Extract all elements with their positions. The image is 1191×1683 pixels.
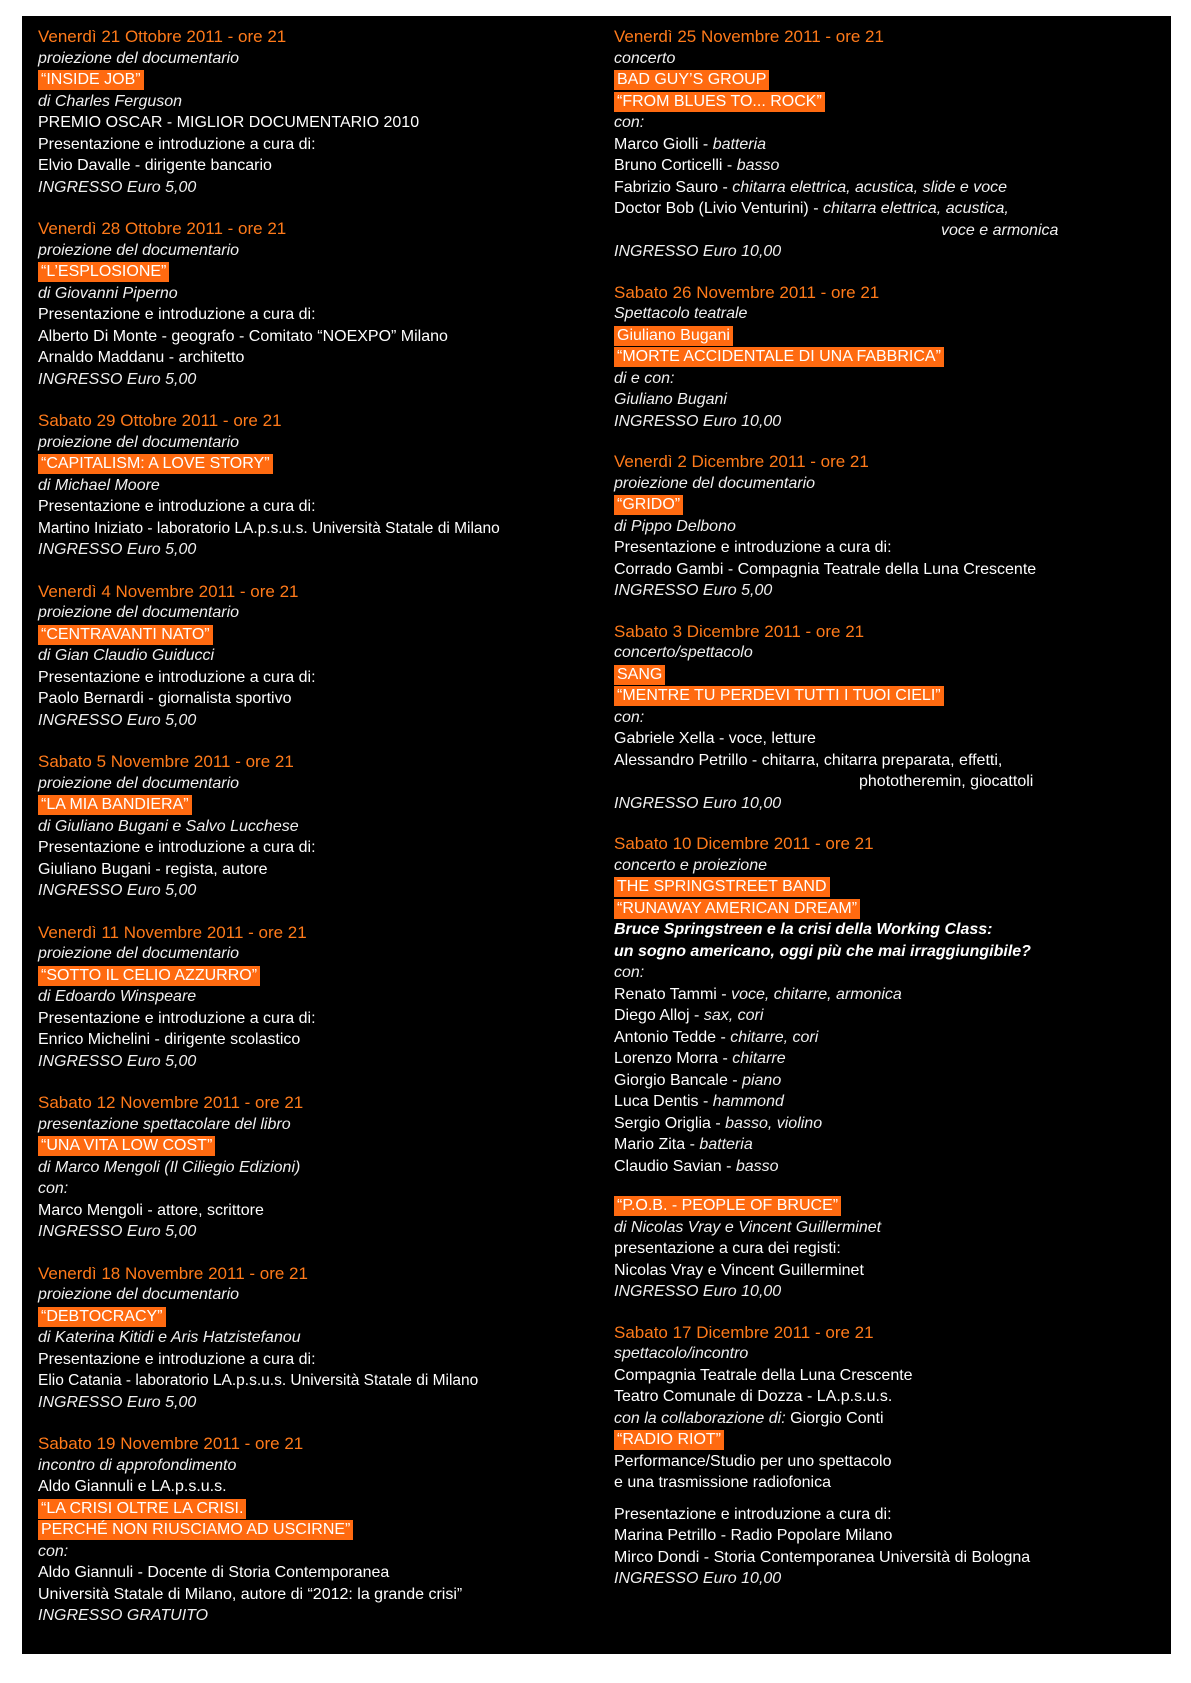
event-author: di Charles Ferguson <box>38 92 183 110</box>
event-con: con: <box>38 1542 69 1560</box>
event-author: di Gian Claudio Guiducci <box>38 647 215 664</box>
member-role: batteria <box>712 135 767 153</box>
member-role: basso, violino <box>725 1114 823 1132</box>
event-line: Presentazione e introduzione a cura di: <box>614 1505 892 1523</box>
event-title-film: “P.O.B. - PEOPLE OF BRUCE” <box>614 1196 841 1216</box>
event-type: proiezione del documentario <box>38 604 240 621</box>
event-title-line-2: “RUNAWAY AMERICAN DREAM” <box>614 899 860 919</box>
collab-name: Giorgio Conti <box>785 1409 884 1427</box>
event-con: con: <box>614 708 645 726</box>
event-line: Performance/Studio per uno spettacolo <box>614 1452 892 1470</box>
event-line: Paolo Bernardi - giornalista sportivo <box>38 690 292 707</box>
event-line: Alberto Di Monte - geografo - Comitato “NOEXPO” Milano <box>38 327 448 345</box>
event-con: con: <box>38 1180 69 1197</box>
member-line <box>614 1048 1159 1070</box>
event-line-continued: phototheremin, giocattoli <box>859 773 1034 790</box>
event-price: INGRESSO Euro 5,00 <box>38 711 197 729</box>
event-title-line-2: “MENTRE TU PERDEVI TUTTI I TUOI CIELI” <box>614 686 944 706</box>
event-price: INGRESSO Euro 5,00 <box>38 1052 197 1070</box>
event-date: Sabato 5 Novembre 2011 - ore 21 <box>38 752 294 771</box>
event-price: INGRESSO Euro 5,00 <box>38 882 197 899</box>
member-name: Marco Giolli - <box>614 135 713 153</box>
event-price: INGRESSO Euro 10,00 <box>614 243 782 260</box>
event-author: di Giuliano Bugani e Salvo Lucchese <box>38 817 299 835</box>
event-date: Venerdì 2 Dicembre 2011 - ore 21 <box>614 452 869 471</box>
event-11-novembre <box>38 922 578 1073</box>
event-price: INGRESSO Euro 10,00 <box>614 412 782 430</box>
event-25-novembre <box>614 26 1159 263</box>
event-title: SANG <box>614 665 665 685</box>
event-4-novembre <box>38 581 578 732</box>
event-line: PREMIO OSCAR - MIGLIOR DOCUMENTARIO 2010 <box>38 114 420 131</box>
event-collaboration <box>614 1408 1159 1430</box>
event-line: Corrado Gambi - Compagnia Teatrale della Luna Crescente <box>614 560 1037 578</box>
event-21-ottobre <box>38 26 578 198</box>
event-author: di Katerina Kitidi e Aris Hatzistefanou <box>38 1329 301 1346</box>
member-line <box>614 1070 1159 1092</box>
member-role: chitarre, cori <box>730 1028 819 1046</box>
event-price: INGRESSO Euro 5,00 <box>38 541 197 558</box>
event-title: BAD GUY’S GROUP <box>614 70 769 90</box>
event-date: Sabato 17 Dicembre 2011 - ore 21 <box>614 1322 874 1342</box>
event-price: INGRESSO Euro 5,00 <box>38 178 197 196</box>
event-subtitle: un sogno americano, oggi più che mai irraggiungibile? <box>614 942 1031 960</box>
event-10-dicembre <box>614 833 1159 1303</box>
member-name: Luca Dentis - <box>614 1093 713 1110</box>
collab-label: con la collaborazione di: <box>614 1409 786 1427</box>
member-line <box>614 1027 1159 1049</box>
event-title-line-2: “FROM BLUES TO... ROCK” <box>614 92 825 112</box>
event-title-line-2: PERCHÉ NON RIUSCIAMO AD USCIRNE” <box>38 1520 353 1540</box>
event-subtitle: Bruce Springstreen e la crisi della Working Class: <box>614 921 993 938</box>
event-line: Nicolas Vray e Vincent Guillerminet <box>614 1261 864 1279</box>
event-con: con: <box>614 964 645 981</box>
event-line: Presentazione e introduzione a cura di: <box>38 135 316 153</box>
event-3-dicembre <box>614 621 1159 815</box>
member-line <box>614 155 1159 177</box>
event-price: INGRESSO Euro 10,00 <box>614 1570 782 1587</box>
event-author: di Michael Moore <box>38 476 160 494</box>
event-17-dicembre <box>614 1322 1159 1590</box>
event-type: proiezione del documentario <box>38 241 240 259</box>
event-price: INGRESSO Euro 5,00 <box>614 582 773 599</box>
member-name: Diego Alloj - <box>614 1007 704 1024</box>
left-column <box>38 26 578 1647</box>
member-line <box>614 198 1159 220</box>
member-role: basso <box>735 1157 779 1175</box>
event-price: INGRESSO Euro 5,00 <box>38 1223 197 1240</box>
event-line: e una trasmissione radiofonica <box>614 1474 832 1491</box>
member-line <box>614 984 1159 1006</box>
member-role: chitarra elettrica, acustica, slide e voce <box>732 178 1008 196</box>
event-line: Alessandro Petrillo - chitarra, chitarra preparata, effetti, <box>614 751 1003 769</box>
event-line: Aldo Giannuli e LA.p.s.u.s. <box>38 1478 227 1495</box>
member-name: Claudio Savian - <box>614 1157 736 1175</box>
event-29-ottobre <box>38 410 578 561</box>
event-title: “LA MIA BANDIERA” <box>38 795 192 815</box>
event-line: Elio Catania - laboratorio LA.p.s.u.s. Università Statale di Milano <box>38 1372 479 1389</box>
event-price: INGRESSO Euro 5,00 <box>38 1393 197 1411</box>
event-author: di Pippo Delbono <box>614 517 736 535</box>
member-line <box>614 1156 1159 1178</box>
event-type: proiezione del documentario <box>38 49 240 67</box>
member-name: Doctor Bob (Livio Venturini) - <box>614 200 823 217</box>
event-type: concerto <box>614 49 676 67</box>
event-date: Venerdì 4 Novembre 2011 - ore 21 <box>38 581 299 601</box>
event-date: Venerdì 11 Novembre 2011 - ore 21 <box>38 922 307 942</box>
event-line: Marco Mengoli - attore, scrittore <box>38 1201 264 1219</box>
event-title: “CAPITALISM: A LOVE STORY” <box>38 454 273 474</box>
event-date: Sabato 10 Dicembre 2011 - ore 21 <box>614 834 874 853</box>
event-line: Presentazione e introduzione a cura di: <box>38 1350 316 1368</box>
member-line <box>614 1091 1159 1113</box>
event-performer: Giuliano Bugani <box>614 391 727 408</box>
member-name: Lorenzo Morra - <box>614 1050 733 1067</box>
event-author: di Edoardo Winspeare <box>38 988 197 1005</box>
event-date: Venerdì 25 Novembre 2011 - ore 21 <box>614 27 884 46</box>
member-role: hammond <box>712 1093 784 1110</box>
event-line: Enrico Michelini - dirigente scolastico <box>38 1031 301 1048</box>
event-line: Arnaldo Maddanu - architetto <box>38 349 245 366</box>
event-date: Sabato 19 Novembre 2011 - ore 21 <box>38 1434 304 1453</box>
event-19-novembre <box>38 1433 578 1627</box>
member-name: Mario Zita - <box>614 1136 700 1153</box>
event-type: spettacolo/incontro <box>614 1345 749 1362</box>
event-price: INGRESSO Euro 10,00 <box>614 1283 782 1300</box>
event-2-dicembre <box>614 451 1159 602</box>
event-line: Giuliano Bugani - regista, autore <box>38 860 268 878</box>
member-role: voce, chitarre, armonica <box>731 985 902 1003</box>
member-name: Sergio Origlia - <box>614 1114 726 1132</box>
event-title: “UNA VITA LOW COST” <box>38 1136 215 1156</box>
event-title: THE SPRINGSTREET BAND <box>614 877 830 897</box>
member-line <box>614 1134 1159 1156</box>
member-line <box>614 1005 1159 1027</box>
event-line: Presentazione e introduzione a cura di: <box>38 839 316 856</box>
event-type: incontro di approfondimento <box>38 1456 237 1474</box>
member-role: sax, cori <box>703 1007 764 1024</box>
event-date: Venerdì 28 Ottobre 2011 - ore 21 <box>38 219 287 238</box>
event-line: Martino Iniziato - laboratorio LA.p.s.u.s. Università Statale di Milano <box>38 519 500 537</box>
member-role: piano <box>742 1071 782 1089</box>
event-line: Marina Petrillo - Radio Popolare Milano <box>614 1527 893 1544</box>
event-line: Presentazione e introduzione a cura di: <box>38 306 316 323</box>
event-line: Presentazione e introduzione a cura di: <box>38 668 316 686</box>
event-date: Venerdì 18 Novembre 2011 - ore 21 <box>38 1263 308 1283</box>
member-name: Bruno Corticelli - <box>614 157 737 174</box>
member-role: batteria <box>699 1136 753 1153</box>
member-name: Antonio Tedde - <box>614 1028 731 1046</box>
event-title: “RADIO RIOT” <box>614 1430 724 1450</box>
event-date: Sabato 29 Ottobre 2011 - ore 21 <box>38 411 282 430</box>
member-line <box>614 1113 1159 1135</box>
event-date: Sabato 3 Dicembre 2011 - ore 21 <box>614 621 865 641</box>
member-name: Fabrizio Sauro - <box>614 178 733 196</box>
event-price: INGRESSO Euro 5,00 <box>38 370 197 388</box>
event-title-line-2: “MORTE ACCIDENTALE DI UNA FABBRICA” <box>614 347 944 367</box>
event-title: “SOTTO IL CELIO AZZURRO” <box>38 966 260 986</box>
event-type: proiezione del documentario <box>38 945 240 962</box>
event-line: Compagnia Teatrale della Luna Crescente <box>614 1366 913 1384</box>
event-type: proiezione del documentario <box>38 774 240 792</box>
event-line: Aldo Giannuli - Docente di Storia Contemporanea <box>38 1564 390 1581</box>
event-12-novembre <box>38 1092 578 1243</box>
event-title: “LA CRISI OLTRE LA CRISI. <box>38 1499 246 1519</box>
member-role: chitarre <box>732 1050 786 1067</box>
event-line: Elvio Davalle - dirigente bancario <box>38 157 272 174</box>
event-con: di e con: <box>614 369 675 387</box>
event-title: “L’ESPLOSIONE” <box>38 262 169 282</box>
event-line: Presentazione e introduzione a cura di: <box>614 539 892 556</box>
event-price: INGRESSO GRATUITO <box>38 1607 209 1624</box>
event-author: di Marco Mengoli (Il Ciliegio Edizioni) <box>38 1158 301 1176</box>
program-sheet <box>22 16 1171 1654</box>
event-type: Spettacolo teatrale <box>614 305 748 322</box>
member-name: Renato Tammi - <box>614 985 732 1003</box>
event-26-novembre <box>614 282 1159 433</box>
event-price: INGRESSO Euro 10,00 <box>614 794 782 812</box>
event-title: “CENTRAVANTI NATO” <box>38 625 213 645</box>
event-date: Venerdì 21 Ottobre 2011 - ore 21 <box>38 27 287 46</box>
event-28-ottobre <box>38 218 578 390</box>
event-line: Teatro Comunale di Dozza - LA.p.s.u.s. <box>614 1388 893 1405</box>
event-title: Giuliano Bugani <box>614 326 733 346</box>
member-name: Giorgio Bancale - <box>614 1071 743 1089</box>
event-type: proiezione del documentario <box>38 433 240 451</box>
event-line: Università Statale di Milano, autore di “2012: la grande crisi” <box>38 1585 463 1603</box>
event-title: “INSIDE JOB” <box>38 70 144 90</box>
event-line: Gabriele Xella - voce, letture <box>614 730 816 747</box>
event-author: di Giovanni Piperno <box>38 284 178 302</box>
member-role: chitarra elettrica, acustica, <box>822 200 1009 217</box>
event-type: presentazione spettacolare del libro <box>38 1115 291 1133</box>
event-line: Presentazione e introduzione a cura di: <box>38 498 316 515</box>
event-5-novembre <box>38 751 578 902</box>
right-column <box>614 26 1159 1609</box>
event-18-novembre <box>38 1263 578 1414</box>
event-type: concerto/spettacolo <box>614 644 753 661</box>
member-role-continued: voce e armonica <box>941 221 1059 239</box>
event-date: Sabato 26 Novembre 2011 - ore 21 <box>614 282 880 302</box>
event-date: Sabato 12 Novembre 2011 - ore 21 <box>38 1093 304 1112</box>
event-line: Presentazione e introduzione a cura di: <box>38 1009 316 1027</box>
member-line <box>614 177 1159 199</box>
event-type: proiezione del documentario <box>38 1286 240 1303</box>
event-title: “GRIDO” <box>614 495 683 515</box>
event-line: Mirco Dondi - Storia Contemporanea Università di Bologna <box>614 1548 1031 1566</box>
member-line <box>614 134 1159 156</box>
member-role: basso <box>736 157 780 174</box>
event-title: “DEBTOCRACY” <box>38 1307 166 1327</box>
event-line: presentazione a cura dei registi: <box>614 1240 841 1257</box>
event-author: di Nicolas Vray e Vincent Guillerminet <box>614 1218 882 1236</box>
event-type: concerto e proiezione <box>614 856 767 874</box>
event-type: proiezione del documentario <box>614 474 816 492</box>
event-con: con: <box>614 114 645 131</box>
